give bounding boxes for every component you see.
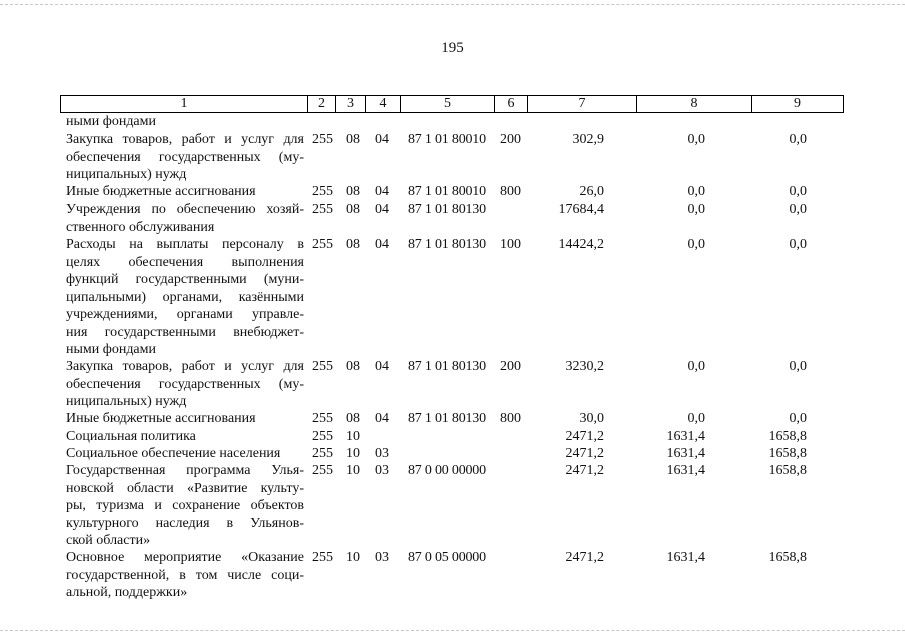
row-name bbox=[66, 236, 304, 359]
cell-podrazdel: 10 bbox=[346, 429, 360, 444]
cell-amount-7: 2471,2 bbox=[565, 550, 604, 565]
cell-target-code: 87 1 01 80010 bbox=[408, 184, 486, 199]
cell-amount-8: 1631,4 bbox=[666, 550, 705, 565]
cell-target-code: 87 1 01 80130 bbox=[408, 359, 486, 374]
cell-razdel: 255 bbox=[312, 463, 333, 478]
table-header bbox=[60, 95, 844, 113]
cell-amount-7: 14424,2 bbox=[558, 237, 604, 252]
header-col-8: 8 bbox=[690, 96, 698, 111]
row-name-line: Государственная программа Улья- bbox=[66, 463, 304, 478]
cell-expense-type: 200 bbox=[500, 359, 521, 374]
cell-amount-9: 0,0 bbox=[789, 237, 807, 252]
cell-col-4: 04 bbox=[375, 237, 389, 252]
cell-podrazdel: 08 bbox=[346, 359, 360, 374]
cell-amount-9: 1658,8 bbox=[768, 429, 807, 444]
row-name bbox=[66, 131, 304, 184]
header-col-5: 5 bbox=[444, 96, 451, 111]
cell-target-code: 87 1 01 80130 bbox=[408, 237, 486, 252]
page-number: 195 bbox=[441, 40, 464, 56]
cell-amount-9: 0,0 bbox=[789, 184, 807, 199]
cell-amount-7: 2471,2 bbox=[565, 446, 604, 461]
row-name bbox=[66, 428, 304, 446]
cell-amount-8: 1631,4 bbox=[666, 463, 705, 478]
header-col-3: 3 bbox=[347, 96, 354, 111]
row-name-line: функций государственными (муни- bbox=[66, 272, 304, 287]
cell-col-4: 03 bbox=[375, 463, 389, 478]
cell-col-4: 03 bbox=[375, 550, 389, 565]
row-name-line: новской области «Развитие культу- bbox=[66, 480, 304, 496]
row-name-line: ципальными) органами, казёнными bbox=[66, 289, 304, 305]
header-col-6: 6 bbox=[507, 96, 515, 111]
row-name-line: обеспечения государственных (му- bbox=[66, 376, 304, 392]
cell-expense-type: 100 bbox=[500, 237, 521, 252]
cell-amount-7: 17684,4 bbox=[558, 202, 604, 217]
row-name-line: государственной, в том числе соци- bbox=[66, 567, 304, 583]
cell-amount-9: 1658,8 bbox=[768, 463, 807, 478]
cell-target-code: 87 0 05 00000 bbox=[408, 550, 486, 565]
cell-amount-9: 1658,8 bbox=[768, 550, 807, 565]
cell-amount-9: 0,0 bbox=[789, 132, 807, 147]
row-name-line: альной, поддержки» bbox=[66, 585, 188, 600]
row-name-line: Расходы на выплаты персоналу в bbox=[66, 237, 304, 252]
row-name-line: Иные бюджетные ассигнования bbox=[66, 184, 256, 199]
cell-col-4: 04 bbox=[375, 411, 389, 426]
cell-expense-type: 800 bbox=[500, 411, 521, 426]
row-name-line: ры, туризма и сохранение объектов bbox=[66, 498, 304, 513]
cell-amount-9: 0,0 bbox=[789, 411, 807, 426]
row-name-line: ниципальных) нужд bbox=[66, 167, 187, 182]
cell-amount-9: 0,0 bbox=[789, 202, 807, 217]
row-name bbox=[66, 462, 304, 550]
cell-amount-7: 3230,2 bbox=[565, 359, 604, 374]
cell-col-4: 04 bbox=[375, 132, 389, 147]
row-name-line: ской области» bbox=[66, 533, 151, 548]
cell-podrazdel: 10 bbox=[346, 446, 360, 461]
cell-amount-9: 1658,8 bbox=[768, 446, 807, 461]
header-col-7: 7 bbox=[578, 96, 586, 111]
cell-razdel: 255 bbox=[312, 359, 333, 374]
cell-podrazdel: 08 bbox=[346, 237, 360, 252]
cell-expense-type: 200 bbox=[500, 132, 521, 147]
cell-amount-7: 30,0 bbox=[579, 411, 604, 426]
row-name bbox=[66, 445, 304, 463]
cell-amount-9: 0,0 bbox=[789, 359, 807, 374]
row-name-line: обеспечения государственных (му- bbox=[66, 149, 304, 165]
row-name-line: культурного наследия в Ульянов- bbox=[66, 515, 304, 531]
cell-amount-8: 1631,4 bbox=[666, 446, 705, 461]
cell-amount-7: 2471,2 bbox=[565, 463, 604, 478]
row-name-line: Основное мероприятие «Оказание bbox=[66, 550, 304, 565]
row-name bbox=[66, 201, 304, 236]
row-name-line: Учреждения по обеспечению хозяй- bbox=[66, 202, 304, 217]
row-name bbox=[66, 183, 304, 201]
row-name-line: Закупка товаров, работ и услуг для bbox=[66, 359, 304, 374]
cell-amount-7: 2471,2 bbox=[565, 429, 604, 444]
cell-podrazdel: 08 bbox=[346, 132, 360, 147]
cell-podrazdel: 10 bbox=[346, 463, 360, 478]
cell-amount-8: 0,0 bbox=[687, 237, 705, 252]
row-name bbox=[66, 358, 304, 411]
cell-expense-type: 800 bbox=[500, 184, 521, 199]
cell-target-code: 87 1 01 80130 bbox=[408, 411, 486, 426]
cell-podrazdel: 08 bbox=[346, 411, 360, 426]
header-col-9: 9 bbox=[794, 96, 801, 111]
cell-amount-8: 0,0 bbox=[687, 132, 705, 147]
row-name bbox=[66, 410, 304, 428]
row-name-line: ниципальных) нужд bbox=[66, 394, 187, 409]
row-name-line: ния государственными внебюджет- bbox=[66, 324, 304, 340]
header-col-2: 2 bbox=[318, 96, 325, 111]
cell-amount-7: 26,0 bbox=[579, 184, 604, 199]
cell-amount-8: 0,0 bbox=[687, 202, 705, 217]
row-name-line: Закупка товаров, работ и услуг для bbox=[66, 132, 304, 147]
cell-razdel: 255 bbox=[312, 184, 333, 199]
cell-col-4: 03 bbox=[375, 446, 389, 461]
cell-target-code: 87 0 00 00000 bbox=[408, 463, 486, 478]
cell-amount-8: 1631,4 bbox=[666, 429, 705, 444]
row-name-line: Иные бюджетные ассигнования bbox=[66, 411, 256, 426]
cell-col-4: 04 bbox=[375, 359, 389, 374]
cell-podrazdel: 08 bbox=[346, 202, 360, 217]
row-name-line: ными фондами bbox=[66, 342, 157, 357]
cell-razdel: 255 bbox=[312, 550, 333, 565]
cell-razdel: 255 bbox=[312, 429, 333, 444]
cell-target-code: 87 1 01 80130 bbox=[408, 202, 486, 217]
cell-col-4: 04 bbox=[375, 202, 389, 217]
row-name-line: Социальное обеспечение населения bbox=[66, 446, 281, 461]
cell-podrazdel: 08 bbox=[346, 184, 360, 199]
cell-amount-7: 302,9 bbox=[572, 132, 604, 147]
row-name bbox=[66, 549, 304, 602]
row-name-line: целях обеспечения выполнения bbox=[66, 254, 304, 270]
row-name-line: ными фондами bbox=[66, 114, 157, 129]
cell-razdel: 255 bbox=[312, 411, 333, 426]
header-col-4: 4 bbox=[379, 96, 387, 111]
cell-razdel: 255 bbox=[312, 132, 333, 147]
cell-razdel: 255 bbox=[312, 202, 333, 217]
cell-amount-8: 0,0 bbox=[687, 411, 705, 426]
cell-col-4: 04 bbox=[375, 184, 389, 199]
cell-razdel: 255 bbox=[312, 237, 333, 252]
row-name bbox=[66, 113, 304, 131]
header-col-1: 1 bbox=[180, 96, 188, 111]
cell-target-code: 87 1 01 80010 bbox=[408, 132, 486, 147]
scan-edge-bottom bbox=[0, 630, 905, 632]
cell-amount-8: 0,0 bbox=[687, 184, 705, 199]
cell-amount-8: 0,0 bbox=[687, 359, 705, 374]
cell-razdel: 255 bbox=[312, 446, 333, 461]
row-name-line: ственного обслуживания bbox=[66, 219, 215, 235]
cell-podrazdel: 10 bbox=[346, 550, 360, 565]
row-name-line: Социальная политика bbox=[66, 429, 196, 444]
scan-edge-top bbox=[0, 4, 905, 6]
row-name-line: учреждениями, органами управле- bbox=[66, 307, 304, 322]
